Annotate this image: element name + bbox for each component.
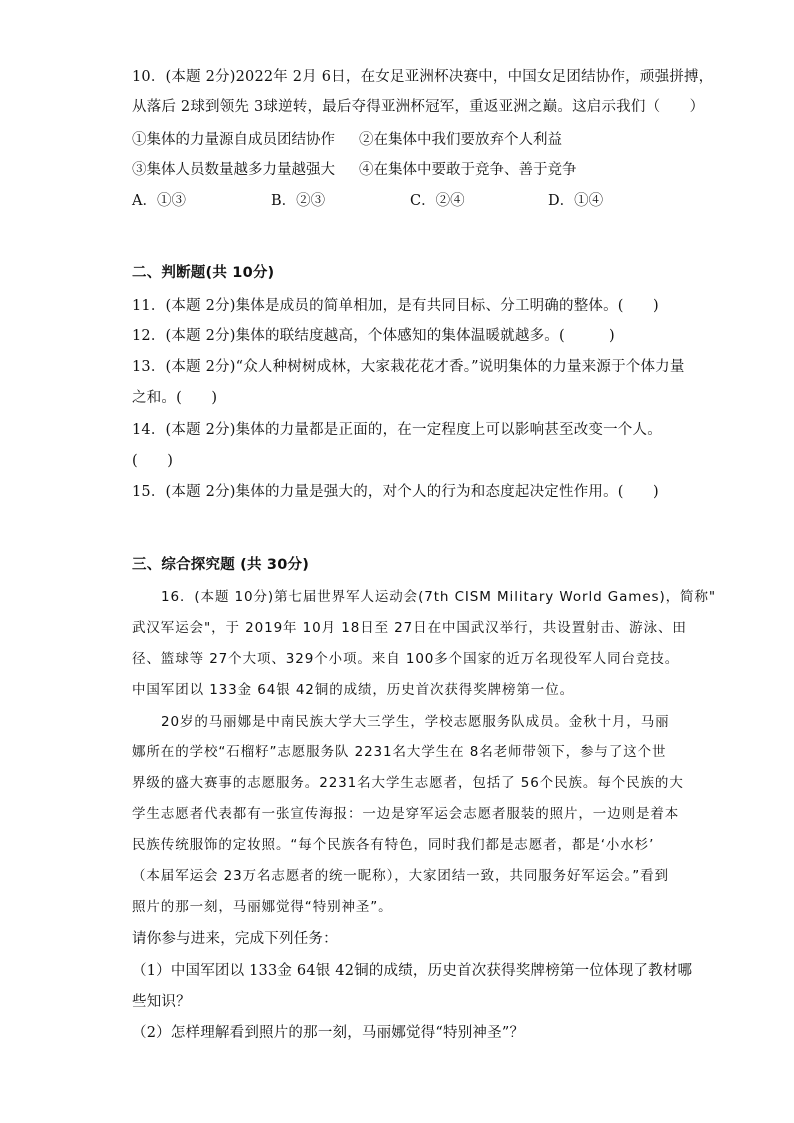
q10-statement-2: ②在集体中我们要放弃个人利益 — [359, 132, 562, 148]
q13-line-1: 13．(本题 2分)“众人种树树成林，大家栽花花才香。”说明集体的力量来源于个体力量 — [132, 359, 685, 375]
section-2-title: 二、判断题(共 10分) — [132, 265, 275, 281]
task-prompt: 请你参与进来，完成下列任务： — [132, 931, 338, 947]
material-p2-line-5: 民族传统服饰的定妆照。“每个民族各有特色，同时我们都是志愿者，都是‘小水杉’ — [132, 837, 655, 853]
task-1-line-2: 些知识？ — [132, 994, 191, 1010]
material-p2-line-1: 20岁的马丽娜是中南民族大学大三学生，学校志愿服务队成员。金秋十月，马丽 — [161, 714, 670, 730]
material-p1-line-1: 16．(本题 10分)第七届世界军人运动会(7th CISM Military World Games)，简称" — [161, 589, 716, 605]
material-p2-line-6: （本届军运会 23万名志愿者的统一昵称），大家团结一致，共同服务好军运会。”看到 — [132, 868, 669, 884]
q12: 12．(本题 2分)集体的联结度越高，个体感知的集体温暖就越多。( ) — [132, 328, 615, 344]
q10-line-2: 从落后 2球到领先 3球逆转，最后夺得亚洲杯冠军，重返亚洲之巅。这启示我们（ ） — [132, 99, 705, 115]
material-p2-line-3: 界级的盛大赛事的志愿服务。2231名大学生志愿者，包括了 56个民族。每个民族的大 — [132, 775, 684, 791]
q10-option-c: C．②④ — [410, 193, 465, 209]
material-p2-line-4: 学生志愿者代表都有一张宣传海报：一边是穿军运会志愿者服装的照片，一边则是着本 — [132, 806, 680, 822]
q13-line-2: 之和。( ) — [132, 390, 218, 406]
task-2: （2）怎样理解看到照片的那一刻，马丽娜觉得“特别神圣”？ — [132, 1025, 525, 1041]
q10-option-d: D．①④ — [548, 193, 604, 209]
material-p1-line-3: 径、篮球等 27个大项、329个小项。来自 100多个国家的近万名现役军人同台竞技。 — [132, 651, 680, 667]
task-1-line-1: （1）中国军团以 133金 64银 42铜的成绩，历史首次获得奖牌榜第一位体现了教材哪 — [132, 963, 693, 979]
q10-statement-4: ④在集体中要敢于竞争、善于竞争 — [359, 162, 577, 178]
q10-statement-3: ③集体人员数量越多力量越强大 — [132, 162, 335, 178]
material-p2-line-7: 照片的那一刻，马丽娜觉得“特别神圣”。 — [132, 899, 393, 915]
q14-line-1: 14．(本题 2分)集体的力量都是正面的，在一定程度上可以影响甚至改变一个人。 — [132, 422, 662, 438]
q10-option-a: A．①③ — [132, 193, 186, 209]
section-3-title: 三、综合探究题 (共 30分) — [132, 557, 310, 573]
material-p1-line-2: 武汉军运会"，于 2019年 10月 18日至 27日在中国武汉举行，共设置射击、游泳、田 — [132, 620, 687, 636]
q10-line-1: 10．(本题 2分)2022年 2月 6日，在女足亚洲杯决赛中，中国女足团结协作，顽强拼搏， — [132, 69, 714, 85]
q14-line-2: ( ) — [132, 453, 174, 469]
q10-statement-1: ①集体的力量源自成员团结协作 — [132, 132, 335, 148]
q15: 15．(本题 2分)集体的力量是强大的，对个人的行为和态度起决定性作用。( ) — [132, 484, 659, 500]
material-p1-line-4: 中国军团以 133金 64银 42铜的成绩，历史首次获得奖牌榜第一位。 — [132, 682, 574, 698]
material-p2-line-2: 娜所在的学校“石榴籽”志愿服务队 2231名大学生在 8名老师带领下，参与了这个世 — [132, 744, 667, 760]
q10-option-b: B．②③ — [271, 193, 326, 209]
q11: 11．(本题 2分)集体是成员的简单相加，是有共同目标、分工明确的整体。( ) — [132, 298, 659, 314]
